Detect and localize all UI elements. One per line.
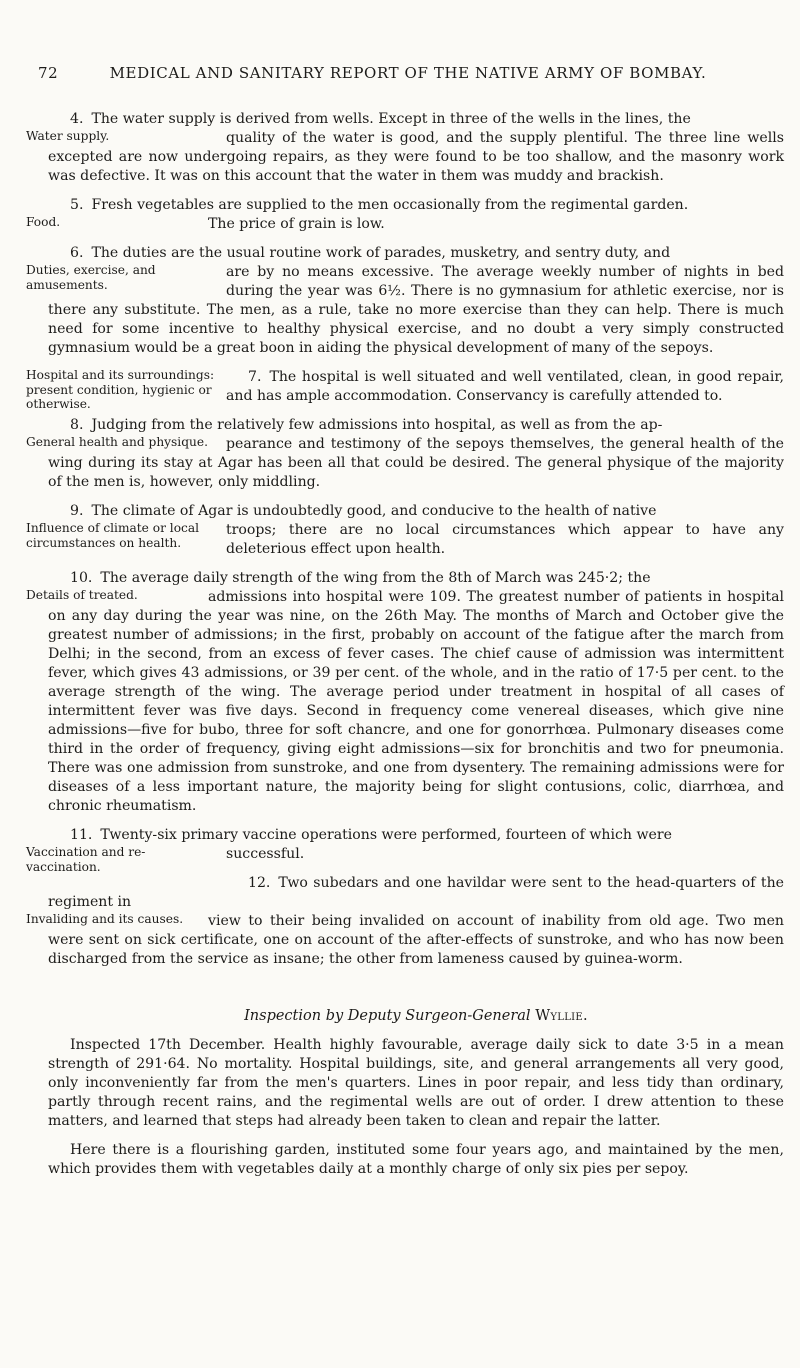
paragraph-4-water-supply: 4. The water supply is derived from wells. Except in three of the wells in the lines, the Water supply. quality of the water is good, and the supply plentiful. The three line wells excepted are now undergoing repairs, as they were found to be too shallow, and the masonry work was defective. It was on this account that the water in them was muddy and brackish.	[26, 111, 784, 184]
inspection-paragraph-2: Here there is a flourishing garden, instituted some four years ago, and maintained by the men, which provides them with vegetables daily at a monthly charge of only six pies per sepoy.	[48, 1142, 784, 1177]
paragraph-10-details-treated: 10. The average daily strength of the wing from the 8th of March was 245·2; the Details of treated. admissions into hospital were 109. The greatest number of patients in hospital on any day during the year was nine, on the 26th May. The months of March and October give the greatest number of admissions; in the first, probably on account of the fatigue after the march from Delhi; in the second, from an excess of fever cases. The chief cause of admission was intermittent fever, which gives 43 admissions, or 39 per cent. of the whole, and in the ratio of 17·5 per cent. to the average strength of the wing. The average period under treatment in hospital of all cases of intermittent fever was five days. Second in frequency come venereal diseases, which give nine admissions—five for bubo, three for soft chancre, and one for gonorrhœa. Pulmonary diseases come third in the order of frequency, giving eight admissions—six for bronchitis and two for pneumonia. There was one admission from sunstroke, and one from dysentery. The remaining admissions were for diseases of a less important nature, the majority being for slight contusions, colic, diarrhœa, and chronic rheumatism.	[26, 570, 784, 814]
margin-note-duties: Duties, exercise, and amusements.	[26, 263, 156, 292]
inspection-paragraph-1: Inspected 17th December. Health highly favourable, average daily sick to date 3·5 in a mean strength of 291·64. No mortality. Hospital buildings, site, and general arrangements all very good, only inconveniently far from the men's quarters. Lines in poor repair, and less tidy than ordinary, partly through recent rains, and the regimental wells are out of order. I drew attention to these matters, and learned that steps had already been taken to clean and repair the latter.	[48, 1037, 784, 1129]
margin-note-vaccination: Vaccination and re-vaccination.	[26, 845, 146, 874]
paragraph-7-hospital: Hospital and its surroundings: present condition, hygienic or otherwise. 7. The hospital is well situated and well ventilated, clean, in good repair, and has ample accommodation. Conservancy is carefully attended to.	[26, 368, 784, 411]
margin-note-invaliding: Invaliding and its causes.	[26, 912, 184, 926]
paragraph-8-general-health: 8. Judging from the relatively few admissions into hospital, as well as from the ap- General health and physique. pearance and testimony of the sepoys themselves, the general health of the wing during its stay at Agar has been all that could be desired. The general physique of the majority of the men is, however, only middling.	[26, 417, 784, 490]
margin-note-hospital: Hospital and its surroundings: present condition, hygienic or otherwise.	[26, 368, 215, 411]
paragraph-6-duties: 6. The duties are the usual routine work of parades, musketry, and sentry duty, and Duties, exercise, and amusements. are by no means excessive. The average weekly number of nights in bed during the year was 6½. There is no gymnasium for athletic exercise, nor is there any substitute. The men, as a rule, take no more exercise than they can help. There is much need for some incentive to healthy physical exercise, and no doubt a very simply constructed gymnasium would be a great boon in aiding the physical development of many of the sepoys.	[26, 245, 784, 356]
margin-note-general-health: General health and physique.	[26, 435, 208, 449]
page-header	[38, 64, 778, 88]
paragraph-5-food: 5. Fresh vegetables are supplied to the men occasionally from the regimental garden. Food. The price of grain is low.	[26, 197, 689, 232]
margin-note-climate: Influence of climate or local circumstances on health.	[26, 521, 200, 550]
running-title: MEDICAL AND SANITARY REPORT OF THE NATIVE ARMY OF BOMBAY.	[109, 64, 707, 82]
inspection-heading: Inspection by Deputy Surgeon-General Wyllie.	[244, 1008, 588, 1024]
paragraph-12-invaliding: 12. Two subedars and one havildar were sent to the head-quarters of the regiment in Invaliding and its causes. view to their being invalided on account of inability from old age. Two men were sent on sick certificate, one on account of the after-effects of sunstroke, and who has now been discharged from the service as insane; the other from lameness caused by guinea-worm.	[26, 875, 784, 967]
margin-note-food: Food.	[26, 215, 61, 229]
report-body	[26, 110, 784, 1189]
page-number: 72	[38, 64, 59, 82]
section-spacer	[48, 979, 784, 993]
paragraph-9-climate: 9. The climate of Agar is undoubtedly good, and conducive to the health of native Influence of climate or local circumstances on health. troops; there are no local circumstances which appear to have any deleterious effect upon health.	[26, 503, 784, 557]
inspector-name: Wyllie.	[535, 1008, 588, 1024]
margin-note-details-treated: Details of treated.	[26, 588, 138, 602]
margin-note-water-supply: Water supply.	[26, 129, 110, 143]
paragraph-11-vaccination: 11. Twenty-six primary vaccine operations were performed, fourteen of which were Vaccination and re-vaccination. successful.	[26, 827, 672, 874]
